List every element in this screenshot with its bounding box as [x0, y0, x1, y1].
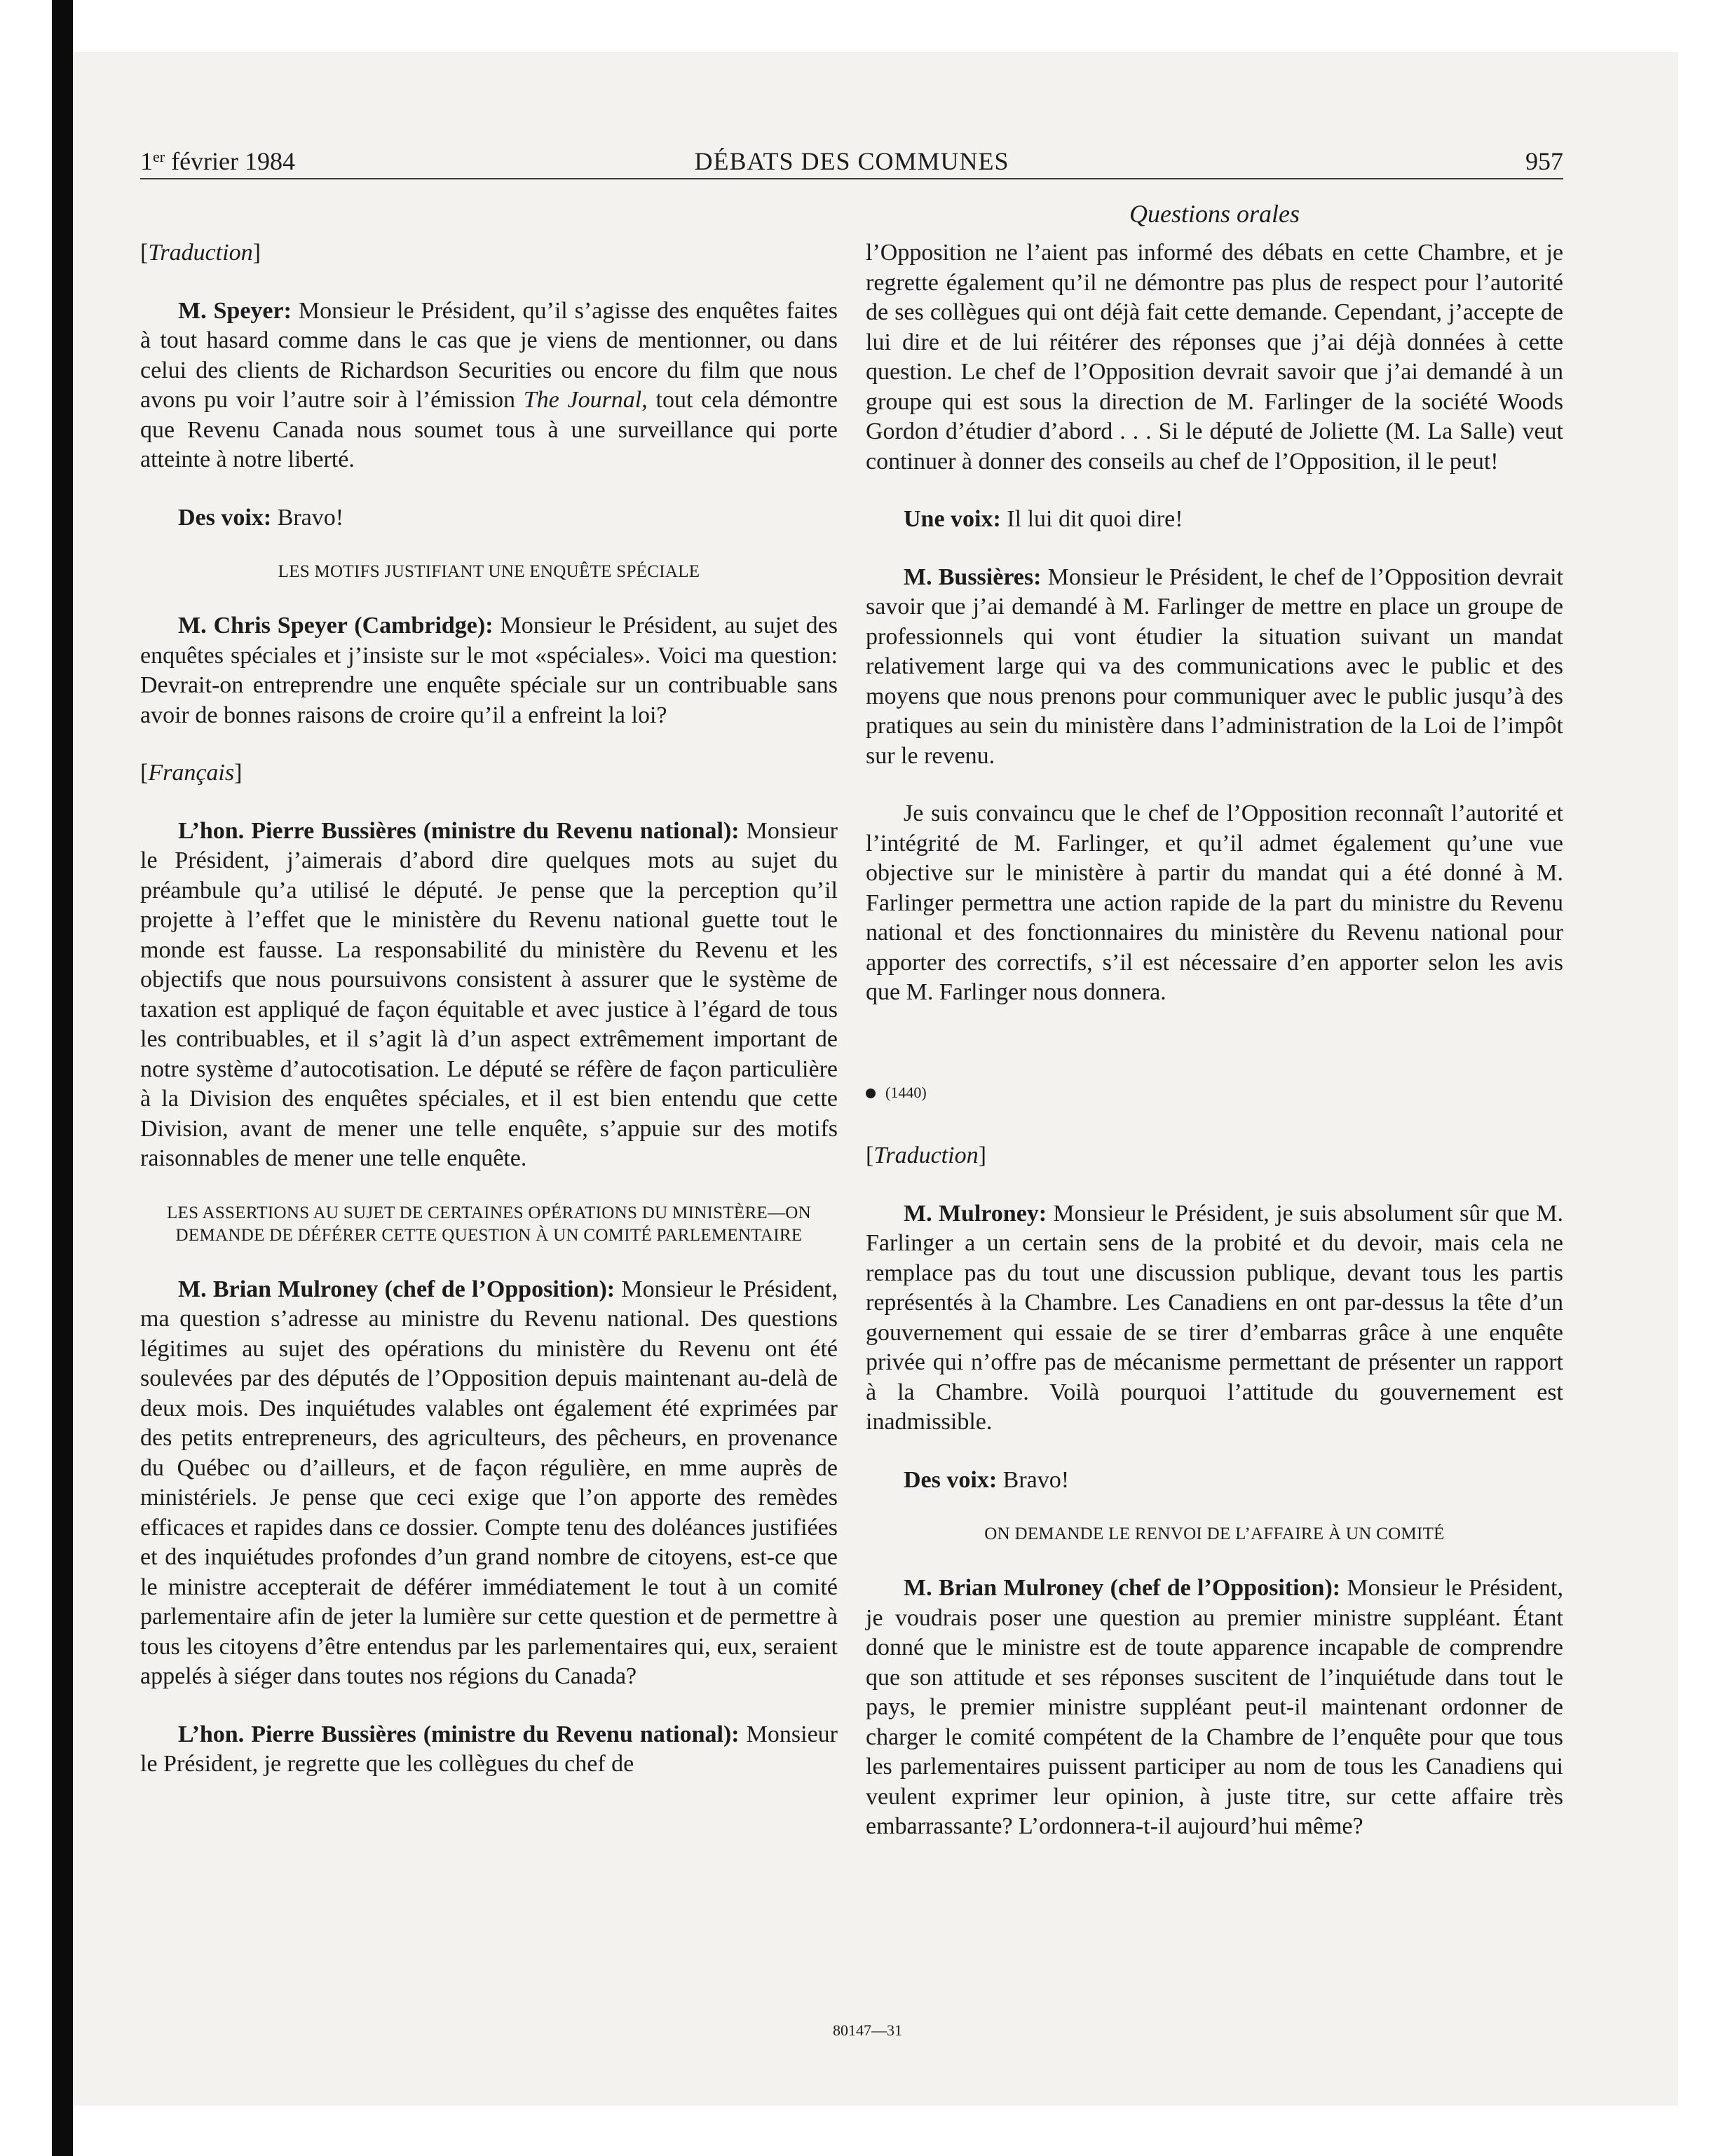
section-heading: LES MOTIFS JUSTIFIANT UNE ENQUÊTE SPÉCIALE — [278, 562, 700, 581]
left-column — [140, 238, 838, 1808]
language-tag: [Traduction] — [866, 1142, 986, 1168]
speech-paragraph: l’Opposition ne l’aient pas informé des débats en cette Chambre, et je regrette également qu’il ne démontre pas plus de respect pour l’autorité de ses collègues qui ont déjà fait cette demande. Cependant, j’accepte de lui dire et de lui réitérer des réponses que j’ai déjà données à cette question. Le chef de l’Opposition devrait savoir que j’ai demandé à un groupe qui est sous la direction de M. Farlinger de la société Woods Gordon d’étudier d’abord . . . Si le député de Joliette (M. La Salle) veut continuer à donner des conseils au chef de l’Opposition, il le peut! — [866, 240, 1563, 475]
section-heading: LES ASSERTIONS AU SUJET DE CERTAINES OPÉRATIONS DU MINISTÈRE—ON DEMANDE DE DÉFÉRER CETTE QUESTION À UN COMITÉ PARLEMENTAIRE — [166, 1203, 812, 1245]
speech-paragraph: Des voix: Bravo! — [178, 504, 344, 531]
speech-paragraph: Une voix: Il lui dit quoi dire! — [904, 506, 1183, 532]
speech-paragraph: L’hon. Pierre Bussières (ministre du Revenu national): Monsieur le Président, j’aimerais d’abord dire quelques mots au sujet du préambule qu’a utilisé le député. Je pense que la perception qu’il projette à l’effet que le ministère du Revenu national guette tout le monde est fausse. La responsabilité du ministère du Revenu et les objectifs que nous poursuivons consistent à assurer que le système de taxation est appliqué de façon équitable et avec justice à l’égard de tous les contribuables, et il s’agit là d’un aspect extrêmement important de notre système d’autocotisation. Le député se réfère de façon particulière à la Division des enquêtes spéciales, et il est bien entendu que cette Division, avant de mener une telle enquête, s’appuie sur des motifs raisonnables de mener une telle enquête. — [140, 817, 838, 1171]
speech-paragraph: Des voix: Bravo! — [904, 1466, 1070, 1493]
section-heading: ON DEMANDE LE RENVOI DE L’AFFAIRE À UN COMITÉ — [984, 1524, 1445, 1543]
speaker-name: Une voix: — [904, 506, 1001, 532]
running-head: Questions orales — [1129, 200, 1300, 228]
bullet-icon — [866, 1089, 876, 1098]
speaker-name: M. Speyer: — [178, 297, 292, 324]
speaker-name: M. Brian Mulroney (chef de l’Opposition): — [178, 1276, 615, 1302]
speech-paragraph: M. Brian Mulroney (chef de l’Opposition): Monsieur le Président, ma question s’adresse au ministre du Revenu national. Des questions légitimes au sujet des opérations du ministère du Revenu ont été soulevées par des députés de l’Opposition depuis maintenant au-delà de deux mois. Des inquiétudes valables ont également été exprimées par des petits entrepreneurs, des agriculteurs, des pêcheurs, en provenance du Québec ou d’ailleurs, et de façon régulière, en mme auprès de ministériels. Je pense que ceci exige que l’on apporte des remèdes efficaces et rapides dans ce dossier. Compte tenu des doléances justifiées et des inquiétudes profondes d’un grand nombre de citoyens, est-ce que le ministre accepterait de déférer immédiatement le tout à un comité parlementaire afin de jeter la lumière sur cette question et de permettre à tous les citoyens d’être entendus par les parlementaires qui, eux, seraient appelés à siéger dans toutes nos régions du Canada? — [140, 1276, 838, 1689]
time-marker: (1440) — [866, 1078, 1563, 1108]
speech-paragraph: M. Speyer: Monsieur le Président, qu’il s’agisse des enquêtes faites à tout hasard comme dans le cas que je viens de mentionner, ou dans celui des clients de Richardson Securities ou encore du film que nous avons pu voir l’autre soir à l’émission The Journal, tout cela démontre que Revenu Canada nous soumet tous à une surveillance qui porte atteinte à notre liberté. — [140, 297, 838, 472]
speaker-name: M. Chris Speyer (Cambridge): — [178, 613, 494, 639]
header-title: DÉBATS DES COMMUNES — [694, 147, 1009, 175]
speech-paragraph: L’hon. Pierre Bussières (ministre du Revenu national): Monsieur le Président, je regrette que les collègues du chef de — [140, 1721, 838, 1777]
speaker-name: L’hon. Pierre Bussières (ministre du Revenu national): — [178, 1721, 740, 1747]
speaker-name: Des voix: — [178, 504, 272, 531]
speaker-name: M. Mulroney: — [904, 1200, 1047, 1227]
speaker-name: M. Brian Mulroney (chef de l’Opposition): — [904, 1575, 1341, 1601]
right-column — [866, 238, 1563, 1870]
speaker-name: L’hon. Pierre Bussières (ministre du Revenu national): — [178, 817, 740, 844]
footer-code: 80147—31 — [833, 2021, 902, 2039]
language-tag: [Traduction] — [140, 240, 261, 266]
speaker-name: M. Bussières: — [904, 564, 1042, 590]
speech-paragraph: M. Bussières: Monsieur le Président, le chef de l’Opposition devrait savoir que j’ai demandé à M. Farlinger de mettre en place un groupe de professionnels qui vont étudier la situation suivant un mandat relativement large qui va des communications avec le public et des moyens que nous prenons pour communiquer avec le public jusqu’à des pratiques au sein du ministère dans l’administration de la Loi de l’impôt sur le revenu. — [866, 564, 1563, 769]
header-date-suffix: er — [153, 148, 165, 165]
speech-paragraph: M. Mulroney: Monsieur le Président, je suis absolument sûr que M. Farlinger a un certain sens de la probité et du devoir, mais cela ne remplace pas du tout une discussion publique, devant tous les partis représentés à la Chambre. Les Canadiens en ont par-dessus la tête d’un gouvernement qui essaie de se tirer d’embarras grâce à une enquête privée qui n’offre pas de mécanisme permettant de présenter un rapport à la Chambre. Voilà pourquoi l’attitude du gouvernement est inadmissible. — [866, 1200, 1563, 1435]
header-page-number: 957 — [1525, 147, 1563, 175]
speech-paragraph: Je suis convaincu que le chef de l’Opposition reconnaît l’autorité et l’intégrité de M. Farlinger, et qu’il admet également qu’une vue objective sur le ministère à partir du mandat qui a été donné à M. Farlinger permettra une action rapide de la part du ministre du Revenu national et des fonctionnaires du ministère du Revenu national pour apporter des correctifs, s’il est nécessaire d’en apporter selon les avis que M. Farlinger nous donnera. — [866, 800, 1563, 1005]
header-date-rest: février 1984 — [165, 147, 296, 175]
speaker-name: Des voix: — [904, 1466, 998, 1493]
scan-border — [52, 0, 73, 2156]
speech-paragraph: M. Brian Mulroney (chef de l’Opposition): Monsieur le Président, je voudrais poser une question au premier ministre suppléant. Étant donné que le ministre est de toute apparence incapable de comprendre que son attitude et ses réponses suscitent de l’inquiétude dans tout le pays, le premier ministre suppléant peut-il maintenant ordonner de charger le comité compétent de la Chambre de l’enquête pour que tous les parlementaires puissent participer au nom de tous les Canadiens qui veulent exprimer leur opinion, à juste titre, sur cette affaire très embarrassante? L’ordonnera-t-il aujourd’hui même? — [866, 1575, 1563, 1839]
program-title: The Journal — [523, 387, 642, 413]
speech-paragraph: M. Chris Speyer (Cambridge): Monsieur le Président, au sujet des enquêtes spéciales et j’insiste sur le mot «spéciales». Voici ma question: Devrait-on entreprendre une enquête spéciale sur un contribuable sans avoir de bonnes raisons de croire qu’il a enfreint la loi? — [140, 613, 838, 728]
header-date-day: 1 — [140, 147, 153, 175]
language-tag: [Français] — [140, 760, 243, 786]
page-header — [140, 144, 1563, 179]
